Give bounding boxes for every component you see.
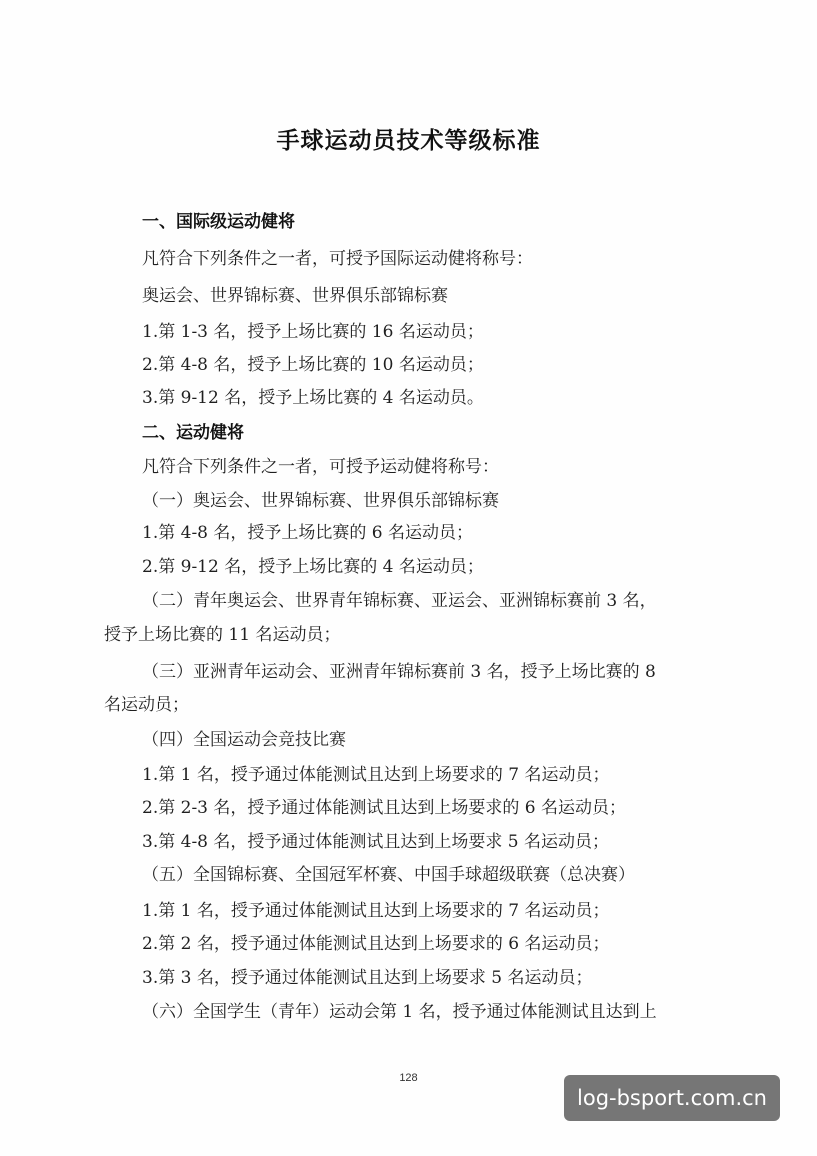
subsection-heading: （二）青年奥运会、世界青年锦标赛、亚运会、亚洲锦标赛前 3 名， xyxy=(142,591,657,611)
list-item: 2.第 2 名，授予通过体能测试且达到上场要求的 6 名运动员； xyxy=(142,934,610,954)
document-title: 手球运动员技术等级标准 xyxy=(276,128,541,154)
paragraph-line: 凡符合下列条件之一者，可授予国际运动健将称号： xyxy=(142,249,533,269)
page-number: 128 xyxy=(399,1072,418,1084)
paragraph-line: 名运动员； xyxy=(104,695,189,715)
paragraph-line: 凡符合下列条件之一者，可授予运动健将称号： xyxy=(142,457,499,477)
list-item: 1.第 1-3 名，授予上场比赛的 16 名运动员； xyxy=(142,322,484,342)
list-item: 3.第 4-8 名，授予通过体能测试且达到上场要求 5 名运动员； xyxy=(142,832,610,852)
list-item: 1.第 1 名，授予通过体能测试且达到上场要求的 7 名运动员； xyxy=(142,901,610,921)
list-item: 2.第 2-3 名，授予通过体能测试且达到上场要求的 6 名运动员； xyxy=(142,798,627,818)
watermark-badge: log-bsport.com.cn xyxy=(564,1075,780,1121)
subsection-heading: （三）亚洲青年运动会、亚洲青年锦标赛前 3 名，授予上场比赛的 8 xyxy=(142,662,656,682)
list-item: 1.第 1 名，授予通过体能测试且达到上场要求的 7 名运动员； xyxy=(142,765,610,785)
subsection-heading: （五）全国锦标赛、全国冠军杯赛、中国手球超级联赛（总决赛） xyxy=(142,865,635,885)
paragraph-line: 奥运会、世界锦标赛、世界俱乐部锦标赛 xyxy=(142,286,448,306)
list-item: 3.第 9-12 名，授予上场比赛的 4 名运动员。 xyxy=(142,388,484,408)
list-item: 2.第 9-12 名，授予上场比赛的 4 名运动员； xyxy=(142,557,484,577)
list-item: 3.第 3 名，授予通过体能测试且达到上场要求 5 名运动员； xyxy=(142,968,593,988)
subsection-heading: （四）全国运动会竞技比赛 xyxy=(142,730,346,750)
paragraph-line: 授予上场比赛的 11 名运动员； xyxy=(104,625,341,645)
section-heading-master: 二、运动健将 xyxy=(142,423,244,443)
list-item: 1.第 4-8 名，授予上场比赛的 6 名运动员； xyxy=(142,523,474,543)
section-heading-international: 一、国际级运动健将 xyxy=(142,212,295,232)
subsection-heading: （一）奥运会、世界锦标赛、世界俱乐部锦标赛 xyxy=(142,491,499,511)
list-item: 2.第 4-8 名，授予上场比赛的 10 名运动员； xyxy=(142,355,484,375)
subsection-heading: （六）全国学生（青年）运动会第 1 名，授予通过体能测试且达到上 xyxy=(142,1002,657,1022)
